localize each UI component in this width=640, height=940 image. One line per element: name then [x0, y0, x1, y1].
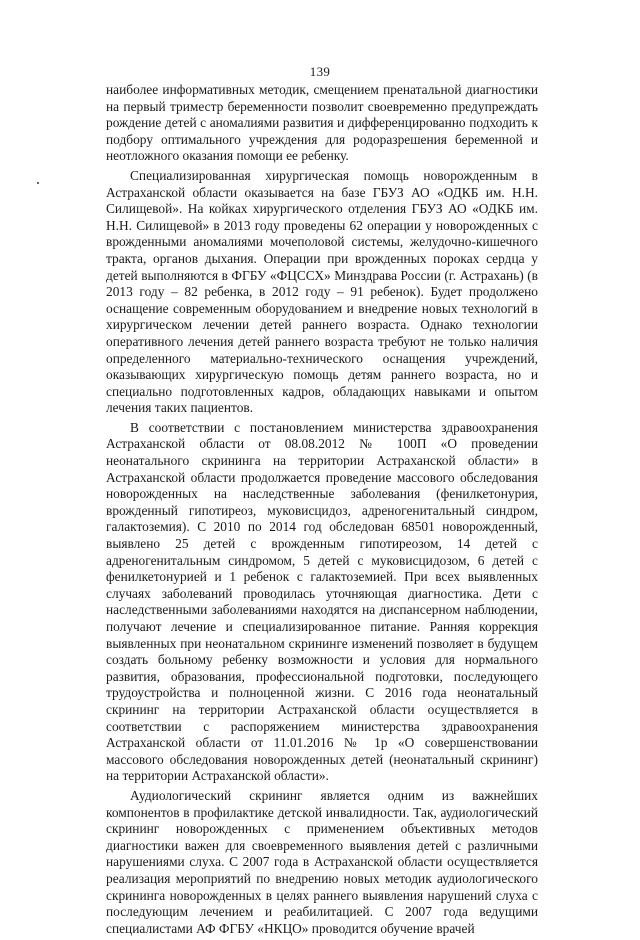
body-text [106, 82, 538, 940]
paragraph-audiological-screening: Аудиологический скрининг является одним из важнейших компонентов в профилактике детской инвалидности. Так, аудиологический скрининг новорожденных с применением объективных методов диагностики важен для своевременного выявления детей с различными нарушениями слуха. С 2007 года в Астраханской области осуществляется реализация мероприятий по внедрению новых методик аудиологического скрининга новорожденных в целях раннего выявления нарушений слуха с последующим лечением и реабилитацией. С 2007 года ведущими специалистами АФ ФГБУ «НКЦО» проводится обучение врачей [106, 787, 538, 936]
paragraph-surgical-care: Специализированная хирургическая помощь новорожденным в Астраханской области оказывается на базе ГБУЗ АО «ОДКБ им. Н.Н. Силищевой». На койках хирургического отделения ГБУЗ АО «ОДКБ им. Н.Н. Силищевой» в 2013 году проведены 62 операции у новорожденных с врожденными аномалиями мочеполовой системы, желудочно-кишечного тракта, органов дыхания. Операции при врожденных пороках сердца у детей выполняются в ФГБУ «ФЦССХ» Минздрава России (г. Астрахань) (в 2013 году – 82 ребенка, в 2012 году – 91 ребенок). Будет продолжено оснащение современным оборудованием и внедрение новых технологий в хирургическом лечении детей раннего возраста. Однако технологии оперативного лечения детей раннего возраста требуют не только наличия определенного материально-технического оснащения учреждений, оказывающих хирургическую помощь детям раннего возраста, но и специально подготовленных кадров, обладающих навыками и опытом лечения таких пациентов. [106, 167, 538, 416]
paragraph-prenatal-diagnostics: наиболее информативных методик, смещением пренатальной диагностики на первый триместр беременности позволит своевременно предупреждать рождение детей с аномалиями развития и дифференцированно подходить к подбору оптимального учреждения для родоразрешения беременной и неотложного оказания помощи ее ребенку. [106, 82, 538, 164]
paragraph-neonatal-screening: В соответствии с постановлением министерства здравоохранения Астраханской области от 08.08.2012 № 100П «О проведении неонатального скрининга на территории Астраханской области» в Астраханской области продолжается проведение массового обследования новорожденных на наследственные заболевания (фенилкетонурия, врожденный гипотиреоз, муковисцидоз, адреногенитальный синдром, галактоземия). С 2010 по 2014 год обследован 68501 новорожденный, выявлено 25 детей с врожденным гипотиреозом, 14 детей с адреногенитальным синдромом, 5 детей с муковисцидозом, 6 детей с фенилкетонурией и 1 ребенок с галактоземией. При всех выявленных случаях заболеваний проводилась уточняющая диагностика. Дети с наследственными заболеваниями находятся на диспансерном наблюдении, получают лечение и специализированное питание. Ранняя коррекция выявленных при неонатальном скрининге изменений позволяет в будущем создать больному ребенку возможности и условия для нормального развития, образования, профессиональной подготовки, последующего трудоустройства и полноценной жизни. С 2016 года неонатальный скрининг на территории Астраханской области осуществляется в соответствии с распоряжением министерства здравоохранения Астраханской области от 11.01.2016 № 1р «О совершенствовании массового обследования новорожденных детей (неонатальный скрининг) на территории Астраханской области». [106, 419, 538, 784]
scan-dot-mark [37, 182, 39, 184]
page-number: 139 [309, 64, 331, 79]
